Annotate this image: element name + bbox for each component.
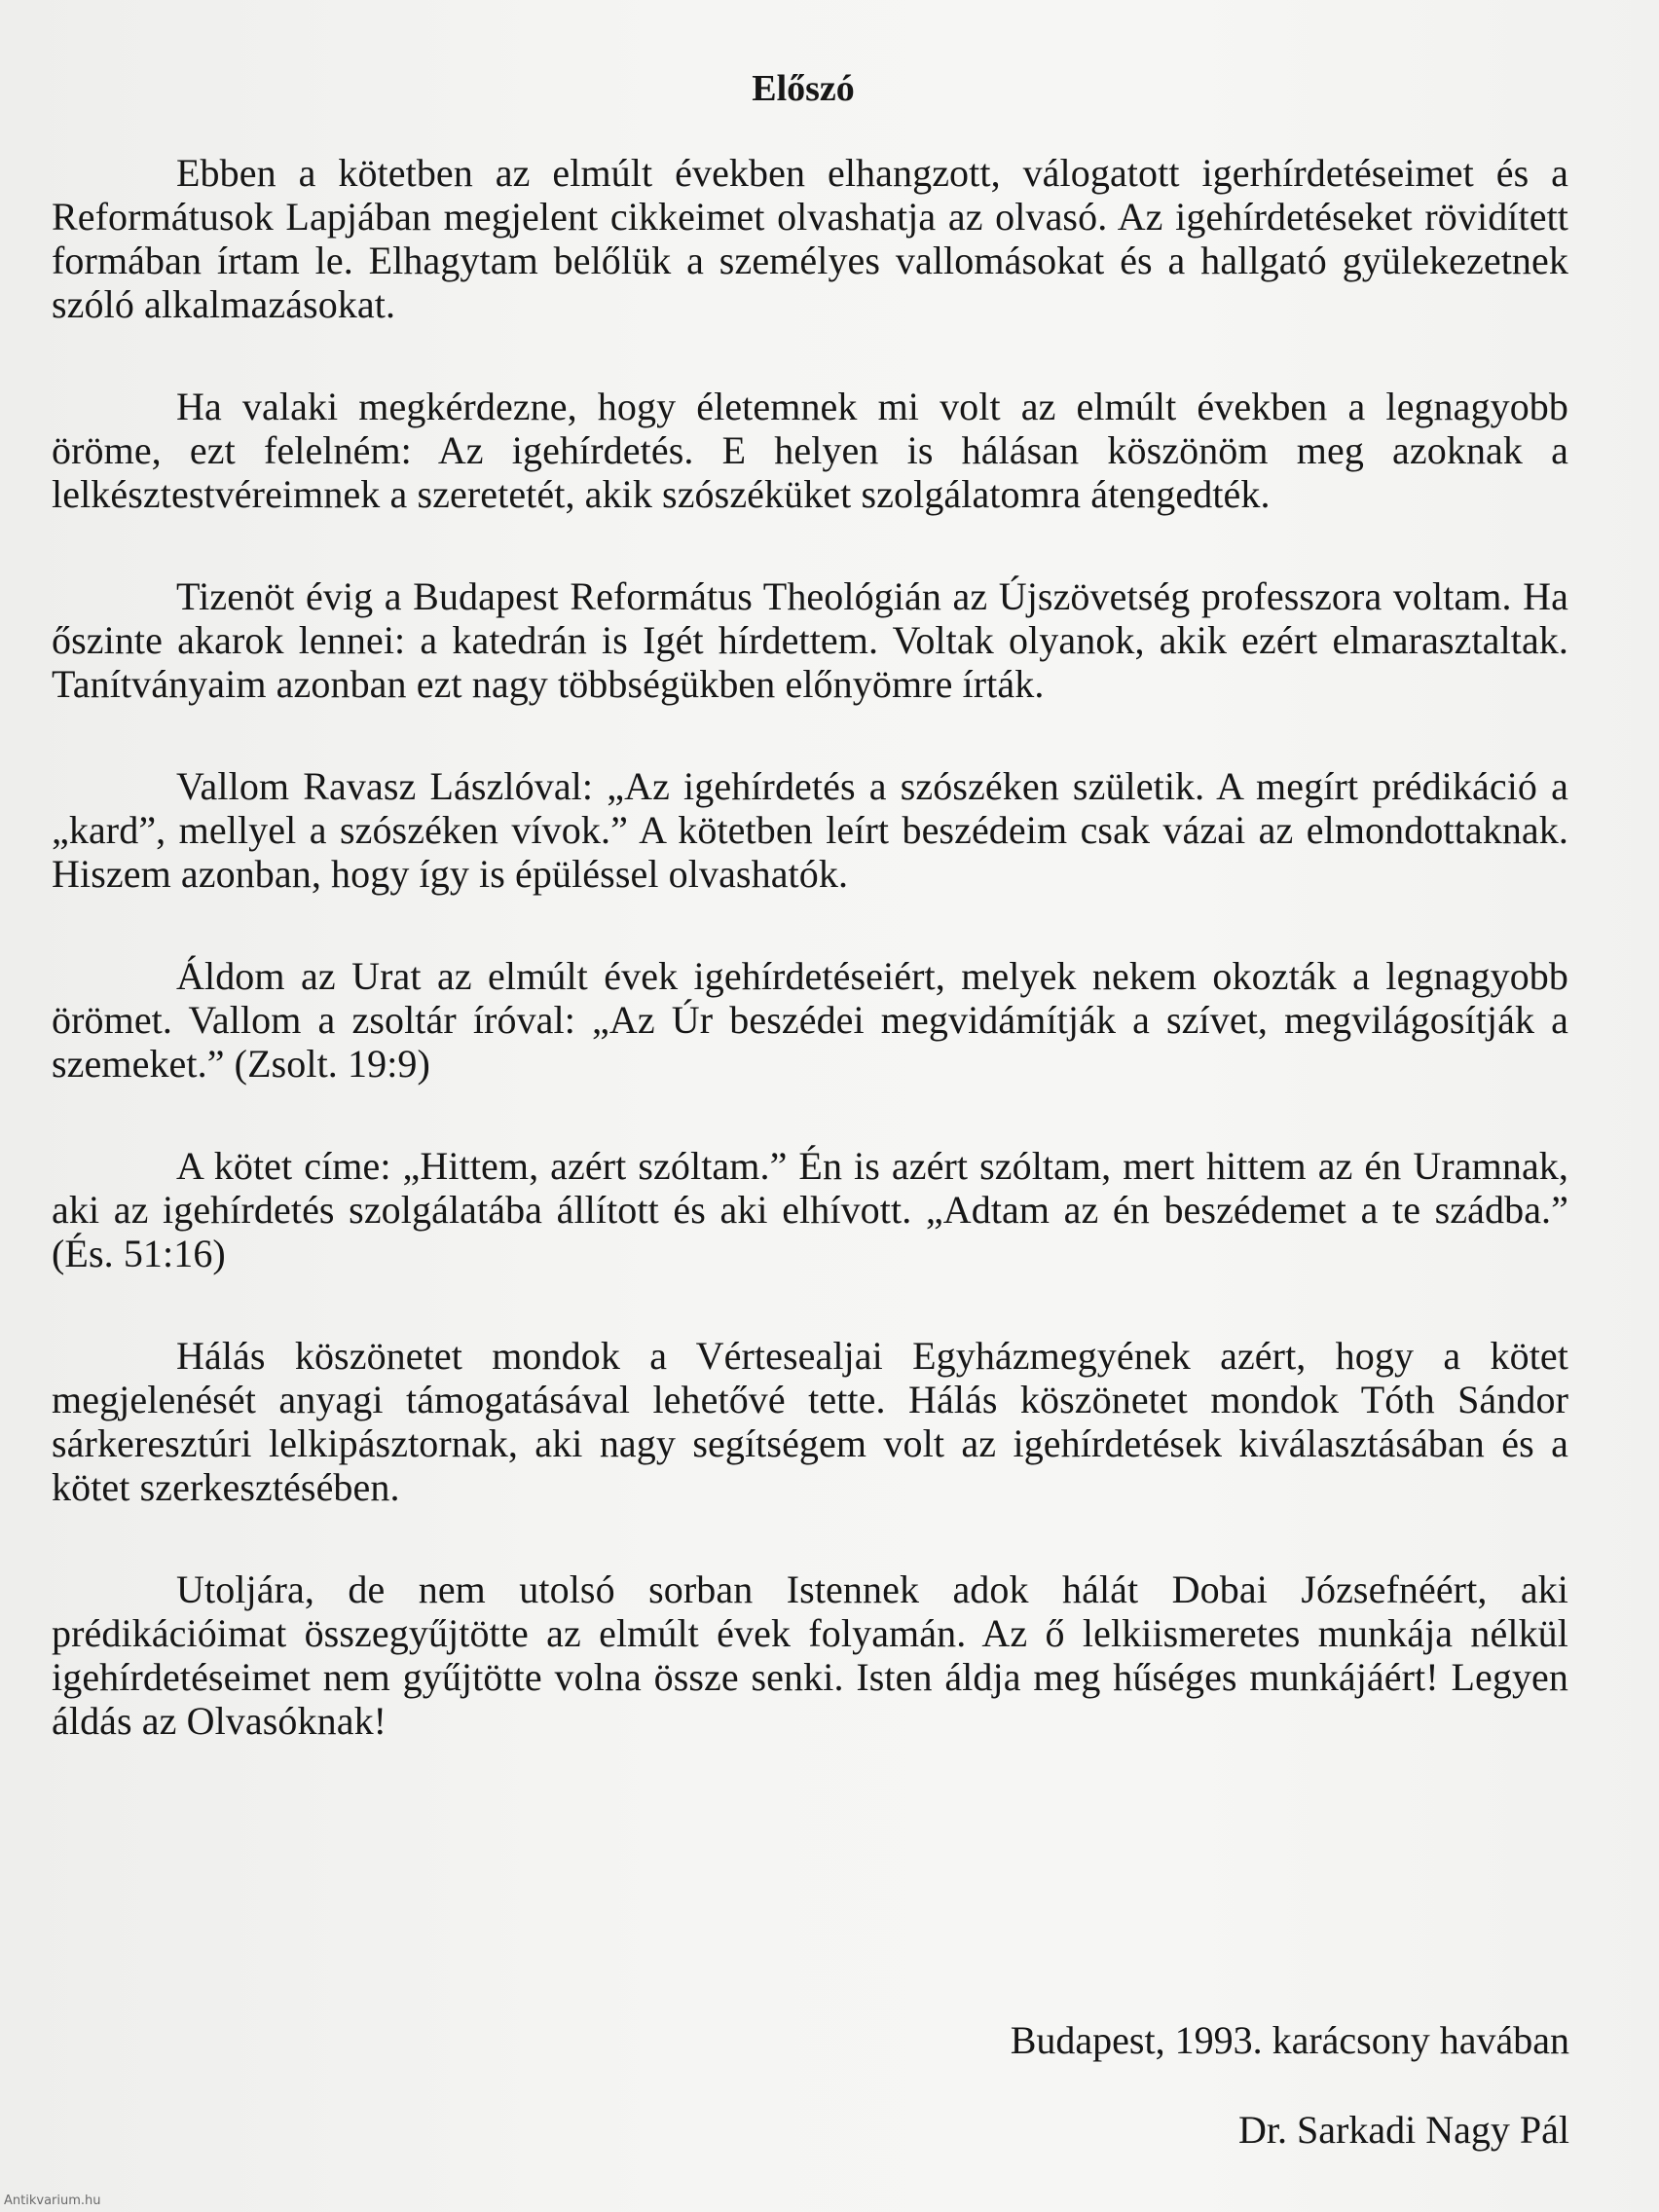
paragraph-8: Utoljára, de nem utolsó sorban Istennek adok hálát Dobai Józsefnéért, aki prédikációimat összegyűjtötte az elmúlt évek folyamán. Az ő lelkiismeretes munkája nélkül igehírdetéseimet nem gyűjtötte volna össze senki. Isten áldja meg hűséges munkájáért! Legyen áldás az Olvasóknak! xyxy=(52,1567,1568,1743)
author-signature: Dr. Sarkadi Nagy Pál xyxy=(1238,2108,1569,2152)
paragraph-2: Ha valaki megkérdezne, hogy életemnek mi volt az elmúlt években a legnagyobb öröme, ezt felelném: Az igehírdetés. E helyen is hálásan köszönöm meg azoknak a lelkésztestvéreimnek a szeretetét, akik szószéküket szolgálatomra átengedték. xyxy=(52,385,1568,516)
paragraph-6: A kötet címe: „Hittem, azért szóltam.” Én is azért szóltam, mert hittem az én Uramnak, aki az igehírdetés szolgálatába állított és aki elhívott. „Adtam az én beszédemet a te szádba.” (És. 51:16) xyxy=(52,1144,1568,1275)
page-title: Előszó xyxy=(752,68,855,109)
paragraph-3: Tizenöt évig a Budapest Református Theológián az Újszövetség professzora voltam. Ha őszinte akarok lennei: a katedrán is Igét hírdettem. Voltak olyanok, akik ezért elmarasztaltak. Tanítványaim azonban ezt nagy többségükben előnyömre írták. xyxy=(52,574,1568,706)
paragraph-1: Ebben a kötetben az elmúlt években elhangzott, válogatott igerhírdetéseimet és a Reformátusok Lapjában megjelent cikkeimet olvashatja az olvasó. Az igehírdetéseket rövidített formában írtam le. Elhagytam belőlük a személyes vallomásokat és a hallgató gyülekezetnek szóló alkalmazásokat. xyxy=(52,151,1568,326)
place-and-date: Budapest, 1993. karácsony havában xyxy=(1010,2018,1569,2062)
preface-body xyxy=(52,151,1568,1801)
paragraph-7: Hálás köszönetet mondok a Vértesealjai Egyházmegyének azért, hogy a kötet megjelenését anyagi támogatásával lehetővé tette. Hálás köszönetet mondok Tóth Sándor sárkeresztúri lelkipásztornak, aki nagy segítségem volt az igehírdetések kiválasztásában és a kötet szerkesztésében. xyxy=(52,1334,1568,1509)
paragraph-4: Vallom Ravasz Lászlóval: „Az igehírdetés a szószéken születik. A megírt prédikáció a „kard”, mellyel a szószéken vívok.” A kötetben leírt beszédeim csak vázai az elmondottaknak. Hiszem azonban, hogy így is épüléssel olvashatók. xyxy=(52,764,1568,896)
paragraph-5: Áldom az Urat az elmúlt évek igehírdetéseiért, melyek nekem okozták a legnagyobb örömet. Vallom a zsoltár íróval: „Az Úr beszédei megvidámítják a szívet, megvilágosítják a szemeket.” (Zsolt. 19:9) xyxy=(52,954,1568,1086)
watermark: Antikvarium.hu xyxy=(4,2194,101,2208)
